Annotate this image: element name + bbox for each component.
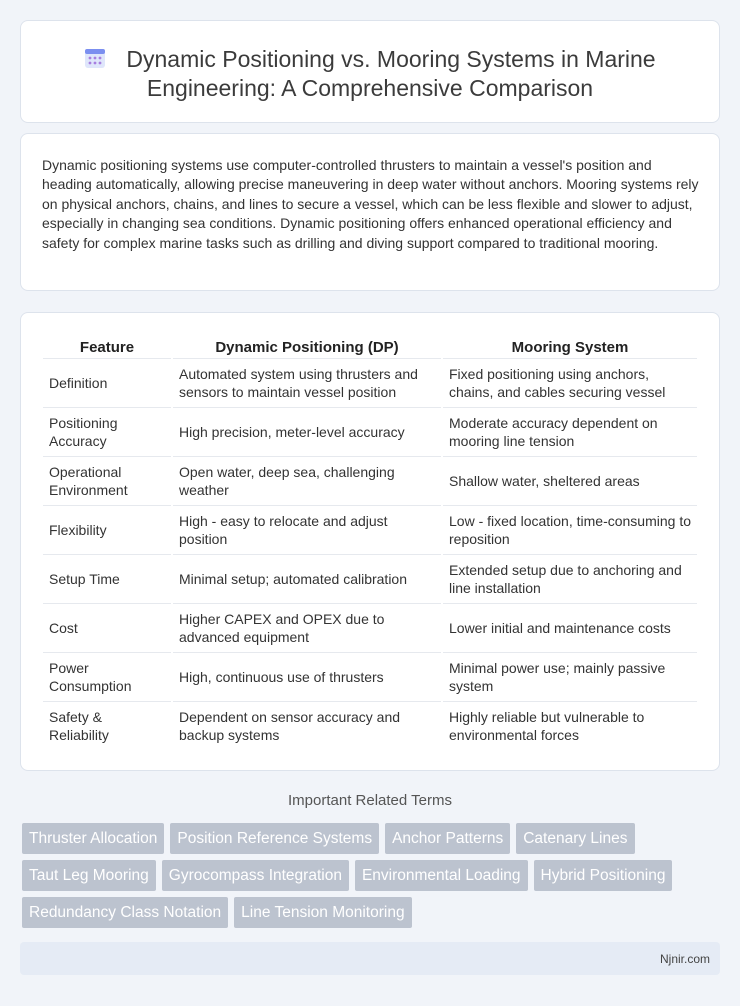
summary-card	[20, 133, 720, 291]
table-row	[43, 505, 697, 554]
term-tag[interactable]: Thruster Allocation	[22, 823, 164, 854]
term-tag[interactable]: Anchor Patterns	[385, 823, 510, 854]
feature-cell: Positioning Accuracy	[43, 407, 171, 456]
title-card	[20, 20, 720, 123]
dp-cell: Higher CAPEX and OPEX due to advanced equipment	[173, 603, 441, 652]
table-row	[43, 701, 697, 750]
term-tag[interactable]: Line Tension Monitoring	[234, 897, 411, 928]
header-dp: Dynamic Positioning (DP)	[215, 339, 399, 356]
table-row	[43, 554, 697, 603]
term-tag[interactable]: Position Reference Systems	[170, 823, 379, 854]
feature-cell: Safety & Reliability	[43, 701, 171, 750]
comparison-card	[20, 312, 720, 771]
dp-cell: Open water, deep sea, challenging weather	[173, 456, 441, 505]
related-terms-list	[22, 823, 722, 928]
feature-cell: Definition	[43, 358, 171, 407]
calendar-grid-icon	[84, 47, 106, 69]
summary-text: Dynamic positioning systems use computer-controlled thrusters to maintain a vessel's position and heading automatically, allowing precise maneuvering in deep water without anchors. Mooring systems rely on physical anchors, chains, and lines to secure a vessel, which can be less flexible and slower to adjust, especially in changing sea conditions. Dynamic positioning offers enhanced operational efficiency and safety for complex marine tasks such as drilling and diving support compared to traditional mooring.	[42, 157, 699, 251]
dp-cell: Minimal setup; automated calibration	[173, 554, 441, 603]
term-tag[interactable]: Environmental Loading	[355, 860, 528, 891]
term-tag[interactable]: Hybrid Positioning	[534, 860, 673, 891]
feature-cell: Power Consumption	[43, 652, 171, 701]
table-row	[43, 407, 697, 456]
page-title	[21, 45, 719, 103]
dp-cell: Dependent on sensor accuracy and backup systems	[173, 701, 441, 750]
mooring-cell: Highly reliable but vulnerable to environmental forces	[443, 701, 697, 750]
mooring-cell: Minimal power use; mainly passive system	[443, 652, 697, 701]
dp-cell: High precision, meter-level accuracy	[173, 407, 441, 456]
feature-cell: Flexibility	[43, 505, 171, 554]
table-header-row	[43, 333, 697, 358]
table-row	[43, 603, 697, 652]
table-row	[43, 456, 697, 505]
term-tag[interactable]: Gyrocompass Integration	[162, 860, 349, 891]
dp-cell: High, continuous use of thrusters	[173, 652, 441, 701]
title-line-2: Engineering: A Comprehensive Comparison	[146, 75, 594, 101]
footer-site[interactable]: Njnir.com	[659, 952, 710, 966]
term-tag[interactable]: Taut Leg Mooring	[22, 860, 156, 891]
table-row	[43, 652, 697, 701]
mooring-cell: Shallow water, sheltered areas	[443, 456, 697, 505]
feature-cell: Setup Time	[43, 554, 171, 603]
term-tag[interactable]: Redundancy Class Notation	[22, 897, 228, 928]
related-terms-heading: Important Related Terms	[288, 792, 452, 809]
mooring-cell: Extended setup due to anchoring and line installation	[443, 554, 697, 603]
mooring-cell: Lower initial and maintenance costs	[443, 603, 697, 652]
mooring-cell: Moderate accuracy dependent on mooring line tension	[443, 407, 697, 456]
table-row	[43, 358, 697, 407]
feature-cell: Operational Environment	[43, 456, 171, 505]
dp-cell: High - easy to relocate and adjust position	[173, 505, 441, 554]
title-line-1: Dynamic Positioning vs. Mooring Systems in Marine	[126, 46, 656, 72]
mooring-cell: Low - fixed location, time-consuming to reposition	[443, 505, 697, 554]
feature-cell: Cost	[43, 603, 171, 652]
comparison-table	[41, 333, 699, 750]
header-feature: Feature	[79, 339, 135, 356]
header-mooring: Mooring System	[511, 339, 629, 356]
term-tag[interactable]: Catenary Lines	[516, 823, 634, 854]
footer	[20, 942, 720, 975]
mooring-cell: Fixed positioning using anchors, chains, and cables securing vessel	[443, 358, 697, 407]
dp-cell: Automated system using thrusters and sensors to maintain vessel position	[173, 358, 441, 407]
